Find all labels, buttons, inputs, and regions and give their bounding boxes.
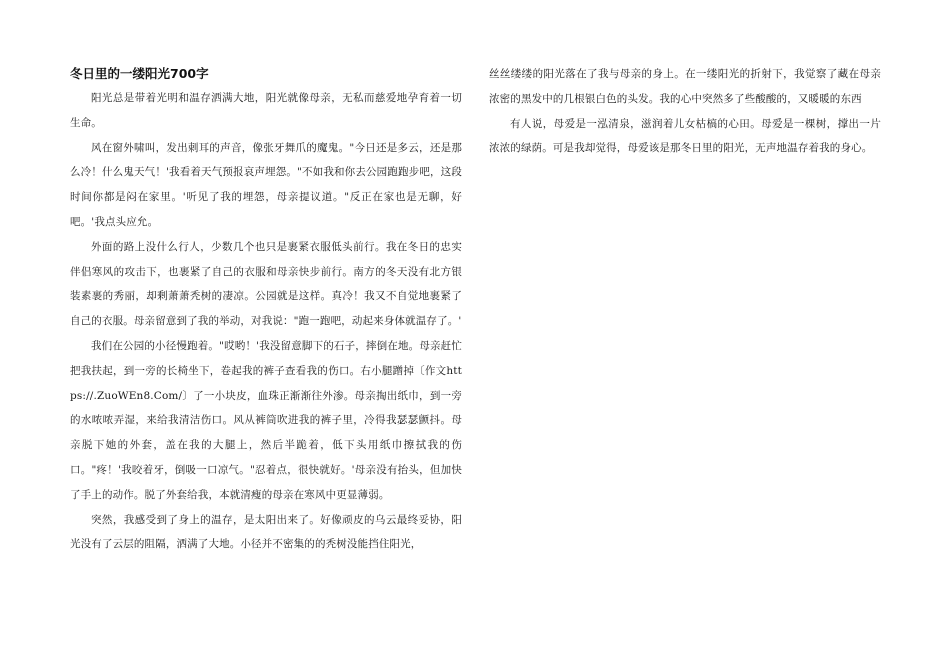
document-title: 冬日里的一缕阳光700字 — [70, 66, 209, 81]
paragraph-5-continued: 丝丝缕缕的阳光落在了我与母亲的身上。在一缕阳光的折射下，我觉察了藏在母亲浓密的黑发中的几根银白色的头发。我的心中突然多了些酸酸的，又暖暖的东西 — [489, 68, 881, 105]
right-column — [489, 62, 881, 161]
paragraph-2: 风在窗外啸叫，发出刺耳的声音，像张牙舞爪的魔鬼。"今日还是多云，还是那么冷！什么鬼天气！'我看着天气预报哀声埋怨。"不如我和你去公园跑跑步吧，这段时间你都是闷在家里。'听见了我的埋怨，母亲提议道。"反正在家也是无聊，好吧。'我点头应允。 — [70, 141, 462, 228]
paragraph-4: 我们在公园的小径慢跑着。"哎哟！'我没留意脚下的石子，摔倒在地。母亲赶忙把我扶起，到一旁的长椅坐下，卷起我的裤子查看我的伤口。右小腿蹭掉〔作文https://.ZuoWEn8.Com/〕了一小块皮，血珠正渐渐往外渗。母亲掏出纸巾，到一旁的水哝哝弄湿，来给我清洁伤口。风从裤筒吹进我的裤子里，冷得我瑟瑟颤抖。母亲脱下她的外套，盖在我的大腿上，然后半跪着，低下头用纸巾擦拭我的伤口。"疼！'我咬着牙，倒吸一口凉气。"忍着点，很快就好。'母亲没有抬头，但加快了手上的动作。脱了外套给我，本就清瘦的母亲在寒风中更显薄弱。 — [70, 339, 462, 501]
paragraph-1: 阳光总是带着光明和温存洒满大地，阳光就像母亲，无私而慈爱地孕育着一切生命。 — [70, 92, 462, 129]
paragraph-5: 突然，我感受到了身上的温存，是太阳出来了。好像顽皮的乌云最终妥协，阳光没有了云层的阻隔，洒满了大地。小径并不密集的的秃树没能挡住阳光， — [70, 513, 462, 551]
left-column — [70, 62, 462, 557]
paragraph-3: 外面的路上没什么行人，少数几个也只是裹紧衣服低头前行。我在冬日的忠实伴侣寒风的攻击下，也裹紧了自己的衣服和母亲快步前行。南方的冬天没有北方银装素裹的秀丽，却剩萧萧秃树的凄凉。公园就是这样。真冷！我又不自觉地裹紧了自己的衣服。母亲留意到了我的举动，对我说："跑一跑吧，动起来身体就温存了。' — [70, 240, 462, 328]
paragraph-6: 有人说，母爱是一泓清泉，滋润着儿女枯槁的心田。母爱是一棵树，撑出一片浓浓的绿荫。可是我却觉得，母爱该是那冬日里的阳光，无声地温存着我的身心。 — [489, 117, 881, 155]
